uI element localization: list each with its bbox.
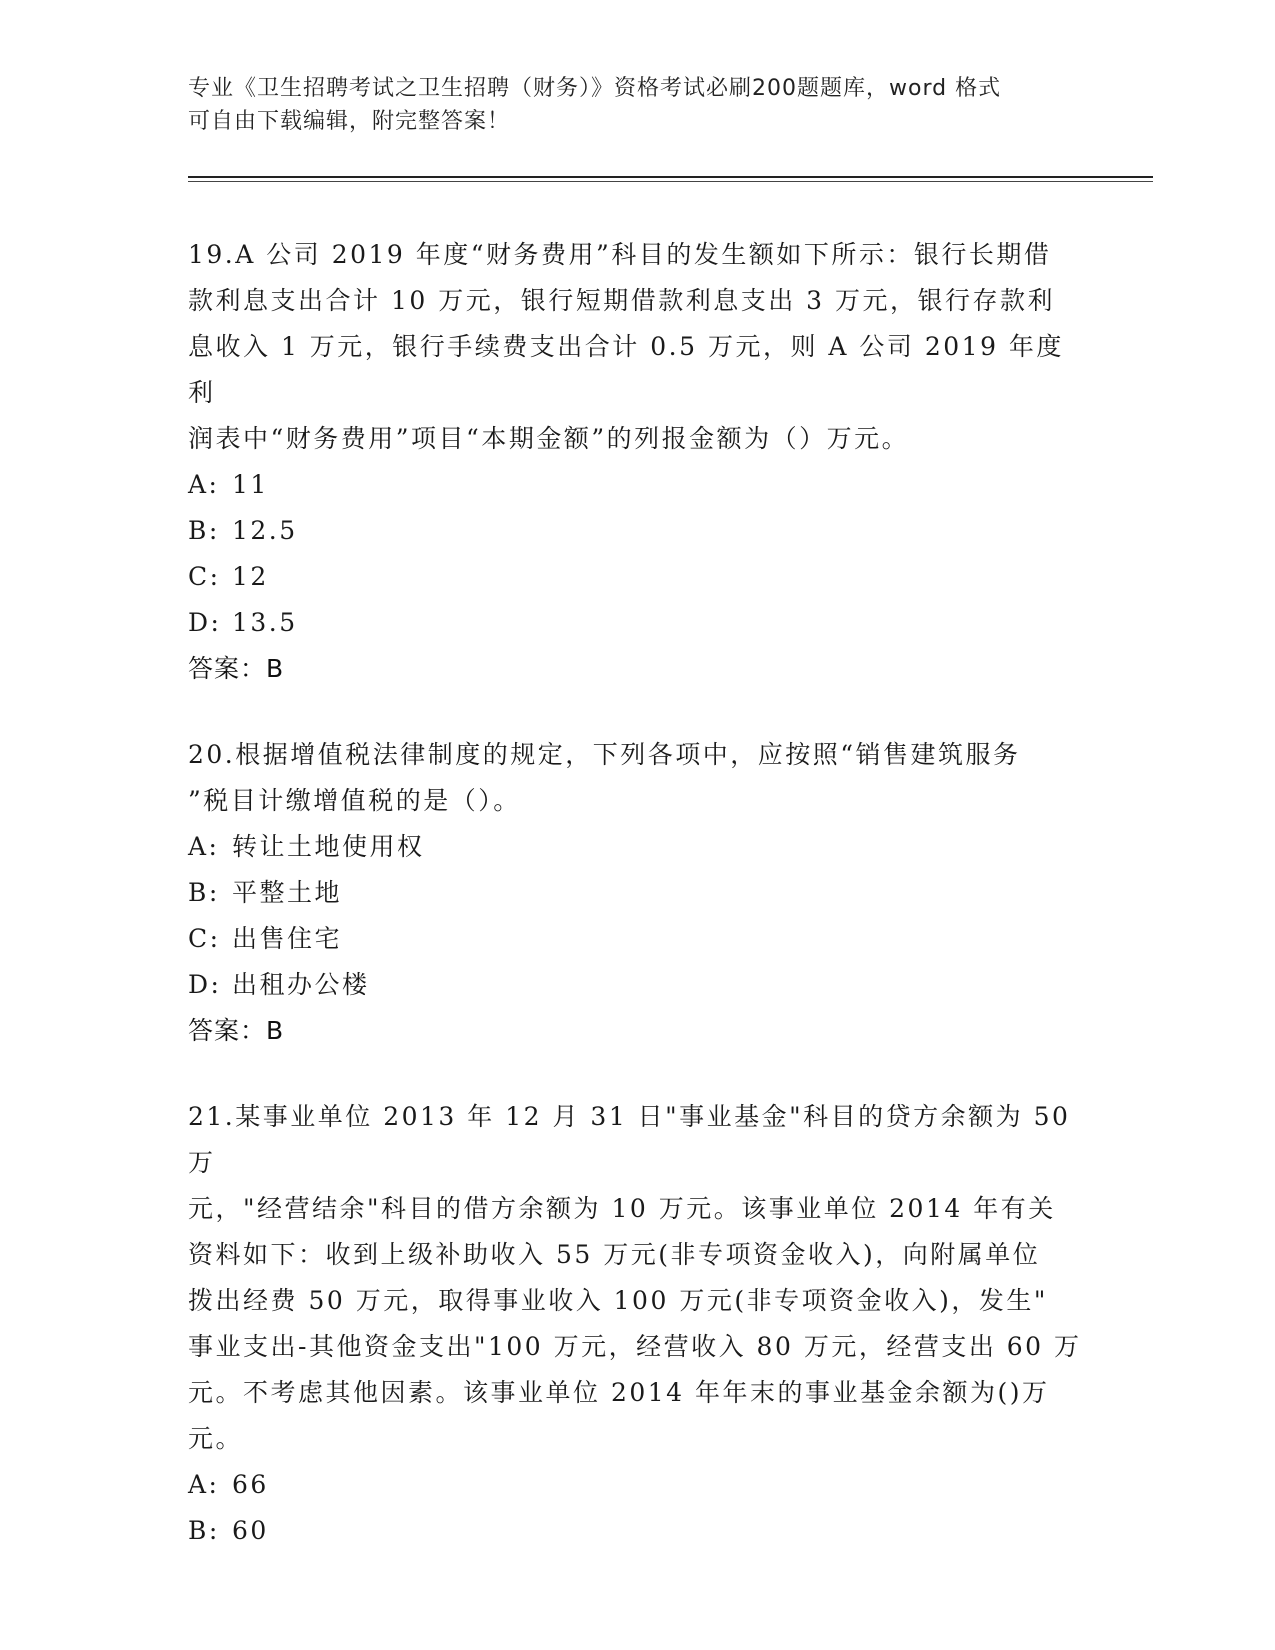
answer-line: 答案：B bbox=[188, 654, 285, 683]
option-text: 66 bbox=[232, 1470, 269, 1499]
header-rule-thin bbox=[188, 181, 1153, 182]
option-letter: B: bbox=[188, 1516, 220, 1545]
question-stem-line: 元，"经营结余"科目的借方余额为 10 万元。该事业单位 2014 年有关 bbox=[188, 1194, 1056, 1223]
question-stem-line: 元。不考虑其他因素。该事业单位 2014 年年末的事业基金余额为()万 bbox=[188, 1378, 1050, 1407]
option-a bbox=[188, 824, 1088, 870]
option-letter: D: bbox=[188, 608, 222, 637]
option-c bbox=[188, 916, 1088, 962]
option-text: 60 bbox=[232, 1516, 269, 1545]
option-d bbox=[188, 600, 1088, 646]
question-stem-line: 拨出经费 50 万元，取得事业收入 100 万元(非专项资金收入)，发生" bbox=[188, 1286, 1048, 1315]
document-header bbox=[188, 72, 1088, 138]
option-letter: B: bbox=[188, 878, 220, 907]
header-line-1: 专业《卫生招聘考试之卫生招聘（财务）》资格考试必刷200题题库，word 格式 bbox=[188, 76, 1002, 101]
option-letter: B: bbox=[188, 516, 220, 545]
answer-line: 答案：B bbox=[188, 1016, 285, 1045]
option-text: 转让土地使用权 bbox=[232, 832, 425, 861]
option-text: 出租办公楼 bbox=[232, 970, 370, 999]
question-stem-line: 资料如下：收到上级补助收入 55 万元(非专项资金收入)，向附属单位 bbox=[188, 1240, 1041, 1269]
question-stem-line: 元。 bbox=[188, 1424, 244, 1453]
question-20 bbox=[188, 732, 1088, 1054]
option-b bbox=[188, 508, 1088, 554]
question-stem-line: 21.某事业单位 2013 年 12 月 31 日"事业基金"科目的贷方余额为 50 万 bbox=[188, 1102, 1071, 1177]
option-c bbox=[188, 554, 1088, 600]
option-text: 12.5 bbox=[232, 516, 298, 545]
question-stem-line: 润表中“财务费用”项目“本期金额”的列报金额为（）万元。 bbox=[188, 424, 910, 453]
question-stem-line: 款利息支出合计 10 万元，银行短期借款利息支出 3 万元，银行存款利 bbox=[188, 286, 1056, 315]
question-19 bbox=[188, 232, 1088, 692]
option-letter: C: bbox=[188, 562, 221, 591]
question-stem-line: 息收入 1 万元，银行手续费支出合计 0.5 万元，则 A 公司 2019 年度利 bbox=[188, 332, 1064, 407]
option-letter: A: bbox=[188, 470, 220, 499]
header-rule-thick bbox=[188, 176, 1153, 178]
option-letter: D: bbox=[188, 970, 222, 999]
question-stem-line: 19.A 公司 2019 年度“财务费用”科目的发生额如下所示：银行长期借 bbox=[188, 240, 1052, 269]
option-text: 12 bbox=[232, 562, 269, 591]
option-text: 11 bbox=[232, 470, 269, 499]
header-line-2: 可自由下载编辑，附完整答案！ bbox=[188, 109, 511, 134]
option-b bbox=[188, 1508, 1088, 1554]
question-list bbox=[188, 232, 1088, 1594]
question-stem-line: ”税目计缴增值税的是（）。 bbox=[188, 786, 521, 815]
option-letter: C: bbox=[188, 924, 221, 953]
option-a bbox=[188, 1462, 1088, 1508]
option-text: 平整土地 bbox=[232, 878, 343, 907]
option-b bbox=[188, 870, 1088, 916]
option-letter: A: bbox=[188, 1470, 220, 1499]
option-d bbox=[188, 962, 1088, 1008]
option-letter: A: bbox=[188, 832, 220, 861]
option-a bbox=[188, 462, 1088, 508]
question-stem-line: 20.根据增值税法律制度的规定，下列各项中，应按照“销售建筑服务 bbox=[188, 740, 1021, 769]
question-21 bbox=[188, 1094, 1088, 1554]
question-stem-line: 事业支出-其他资金支出"100 万元，经营收入 80 万元，经营支出 60 万 bbox=[188, 1332, 1082, 1361]
option-text: 出售住宅 bbox=[232, 924, 343, 953]
option-text: 13.5 bbox=[232, 608, 298, 637]
